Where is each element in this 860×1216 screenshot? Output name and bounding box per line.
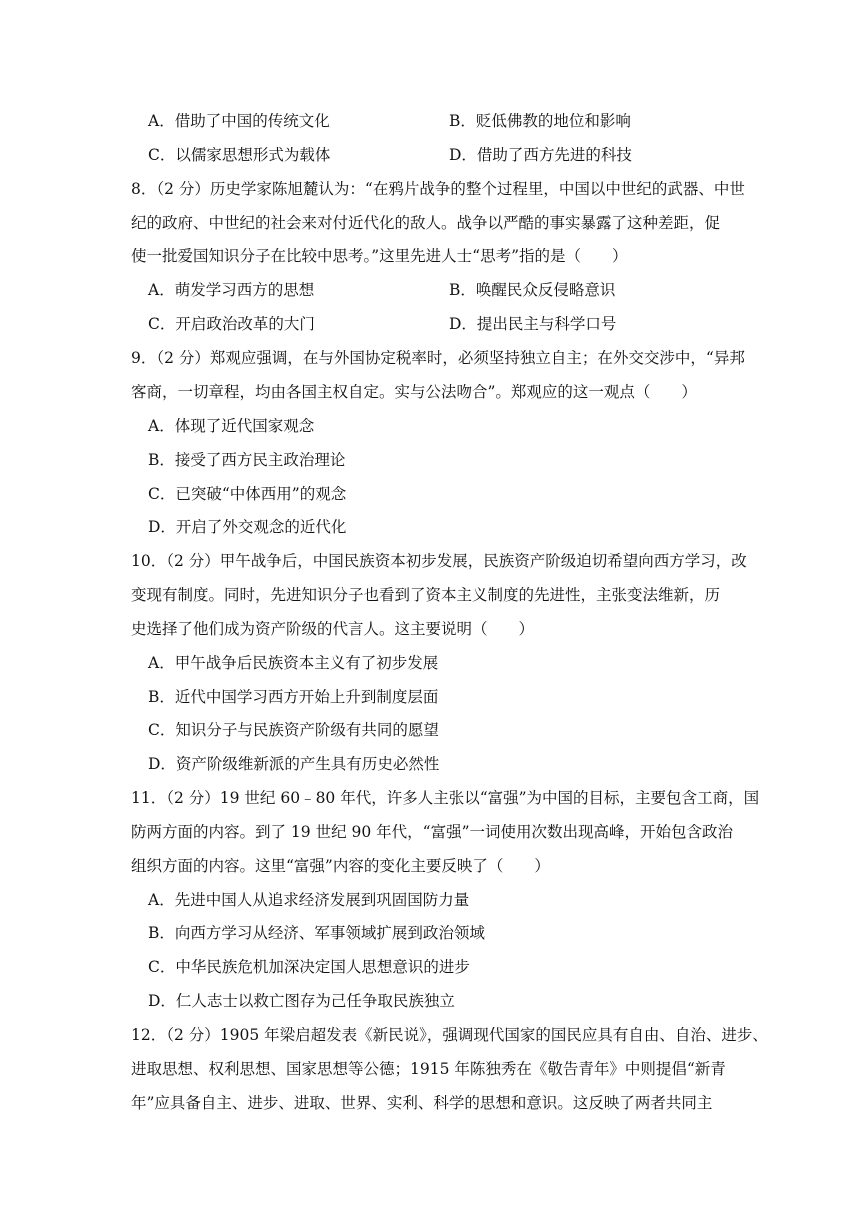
q10-option-c[interactable]: C．知识分子与民族资产阶级有共同的愿望 <box>148 721 439 739</box>
q10-option-a[interactable]: A．甲午战争后民族资本主义有了初步发展 <box>148 654 439 672</box>
q11-option-a[interactable]: A．先进中国人从追求经济发展到巩固国防力量 <box>148 891 470 909</box>
q8-option-a[interactable]: A．萌发学习西方的思想 <box>148 281 315 299</box>
q11-stem-line-1: 11．（2 分）19 世纪 60﹣80 年代，许多人主张以“富强”为中国的目标，主要包含工商，国 <box>131 789 760 807</box>
q10-stem-line-2: 变现有制度。同时，先进知识分子也看到了资本主义制度的先进性，主张变法维新，历 <box>131 586 721 604</box>
q11-stem-line-3: 组织方面的内容。这里“富强”内容的变化主要反映了（ ） <box>131 857 550 875</box>
q12-stem-line-1: 12．（2 分）1905 年梁启超发表《新民说》，强调现代国家的国民应具有自由、自治、进步、 <box>131 1026 768 1044</box>
q9-option-b[interactable]: B．接受了西方民主政治理论 <box>148 451 346 469</box>
q10-option-d[interactable]: D．资产阶级维新派的产生具有历史必然性 <box>148 755 440 773</box>
q11-stem-line-2: 防两方面的内容。到了 19 世纪 90 年代，“富强”一词使用次数出现高峰，开始包含政治 <box>131 823 734 841</box>
q10-stem-line-3: 史选择了他们成为资产阶级的代言人。这主要说明（ ） <box>131 620 535 638</box>
q7-option-b[interactable]: B．贬低佛教的地位和影响 <box>449 112 631 130</box>
q9-stem-line-2: 客商，一切章程，均由各国主权自定。实与公法吻合”。郑观应的这一观点（ ） <box>131 383 697 401</box>
q8-stem-line-2: 纪的政府、中世纪的社会来对付近代化的敌人。战争以严酷的事实暴露了这种差距，促 <box>131 214 721 232</box>
q9-option-c[interactable]: C．已突破“中体西用”的观念 <box>148 485 347 503</box>
q10-stem-line-1: 10．（2 分）甲午战争后，中国民族资本初步发展，民族资产阶级迫切希望向西方学习，改 <box>131 552 747 570</box>
q8-option-b[interactable]: B．唤醒民众反侵略意识 <box>449 281 616 299</box>
q11-option-d[interactable]: D．仁人志士以救亡图存为己任争取民族独立 <box>148 992 455 1010</box>
q12-stem-line-3: 年”应具备自主、进步、进取、世界、实利、科学的思想和意识。这反映了两者共同主 <box>131 1094 713 1112</box>
q12-stem-line-2: 进取思想、权利思想、国家思想等公德；1915 年陈独秀在《敬告青年》中则提倡“新青 <box>131 1060 726 1078</box>
q10-option-b[interactable]: B．近代中国学习西方开始上升到制度层面 <box>148 688 439 706</box>
q7-option-a[interactable]: A．借助了中国的传统文化 <box>148 112 330 130</box>
q9-stem-line-1: 9．（2 分）郑观应强调，在与外国协定税率时，必须坚持独立自主；在外交交涉中，“异邦 <box>131 349 745 367</box>
q7-option-c[interactable]: C．以儒家思想形式为载体 <box>148 146 331 164</box>
q11-option-b[interactable]: B．向西方学习从经济、军事领域扩展到政治领域 <box>148 924 485 942</box>
q8-stem-line-1: 8．（2 分）历史学家陈旭麓认为：“在鸦片战争的整个过程里，中国以中世纪的武器、中世 <box>131 180 745 198</box>
q8-option-c[interactable]: C．开启政治改革的大门 <box>148 315 315 333</box>
q9-option-d[interactable]: D．开启了外交观念的近代化 <box>148 518 347 536</box>
q8-option-d[interactable]: D．提出民主与科学口号 <box>449 315 617 333</box>
q11-option-c[interactable]: C．中华民族危机加深决定国人思想意识的进步 <box>148 958 470 976</box>
q7-option-d[interactable]: D．借助了西方先进的科技 <box>449 146 632 164</box>
q9-option-a[interactable]: A．体现了近代国家观念 <box>148 417 315 435</box>
q8-stem-line-3: 使一批爱国知识分子在比较中思考。”这里先进人士“思考”指的是（ ） <box>131 247 628 265</box>
